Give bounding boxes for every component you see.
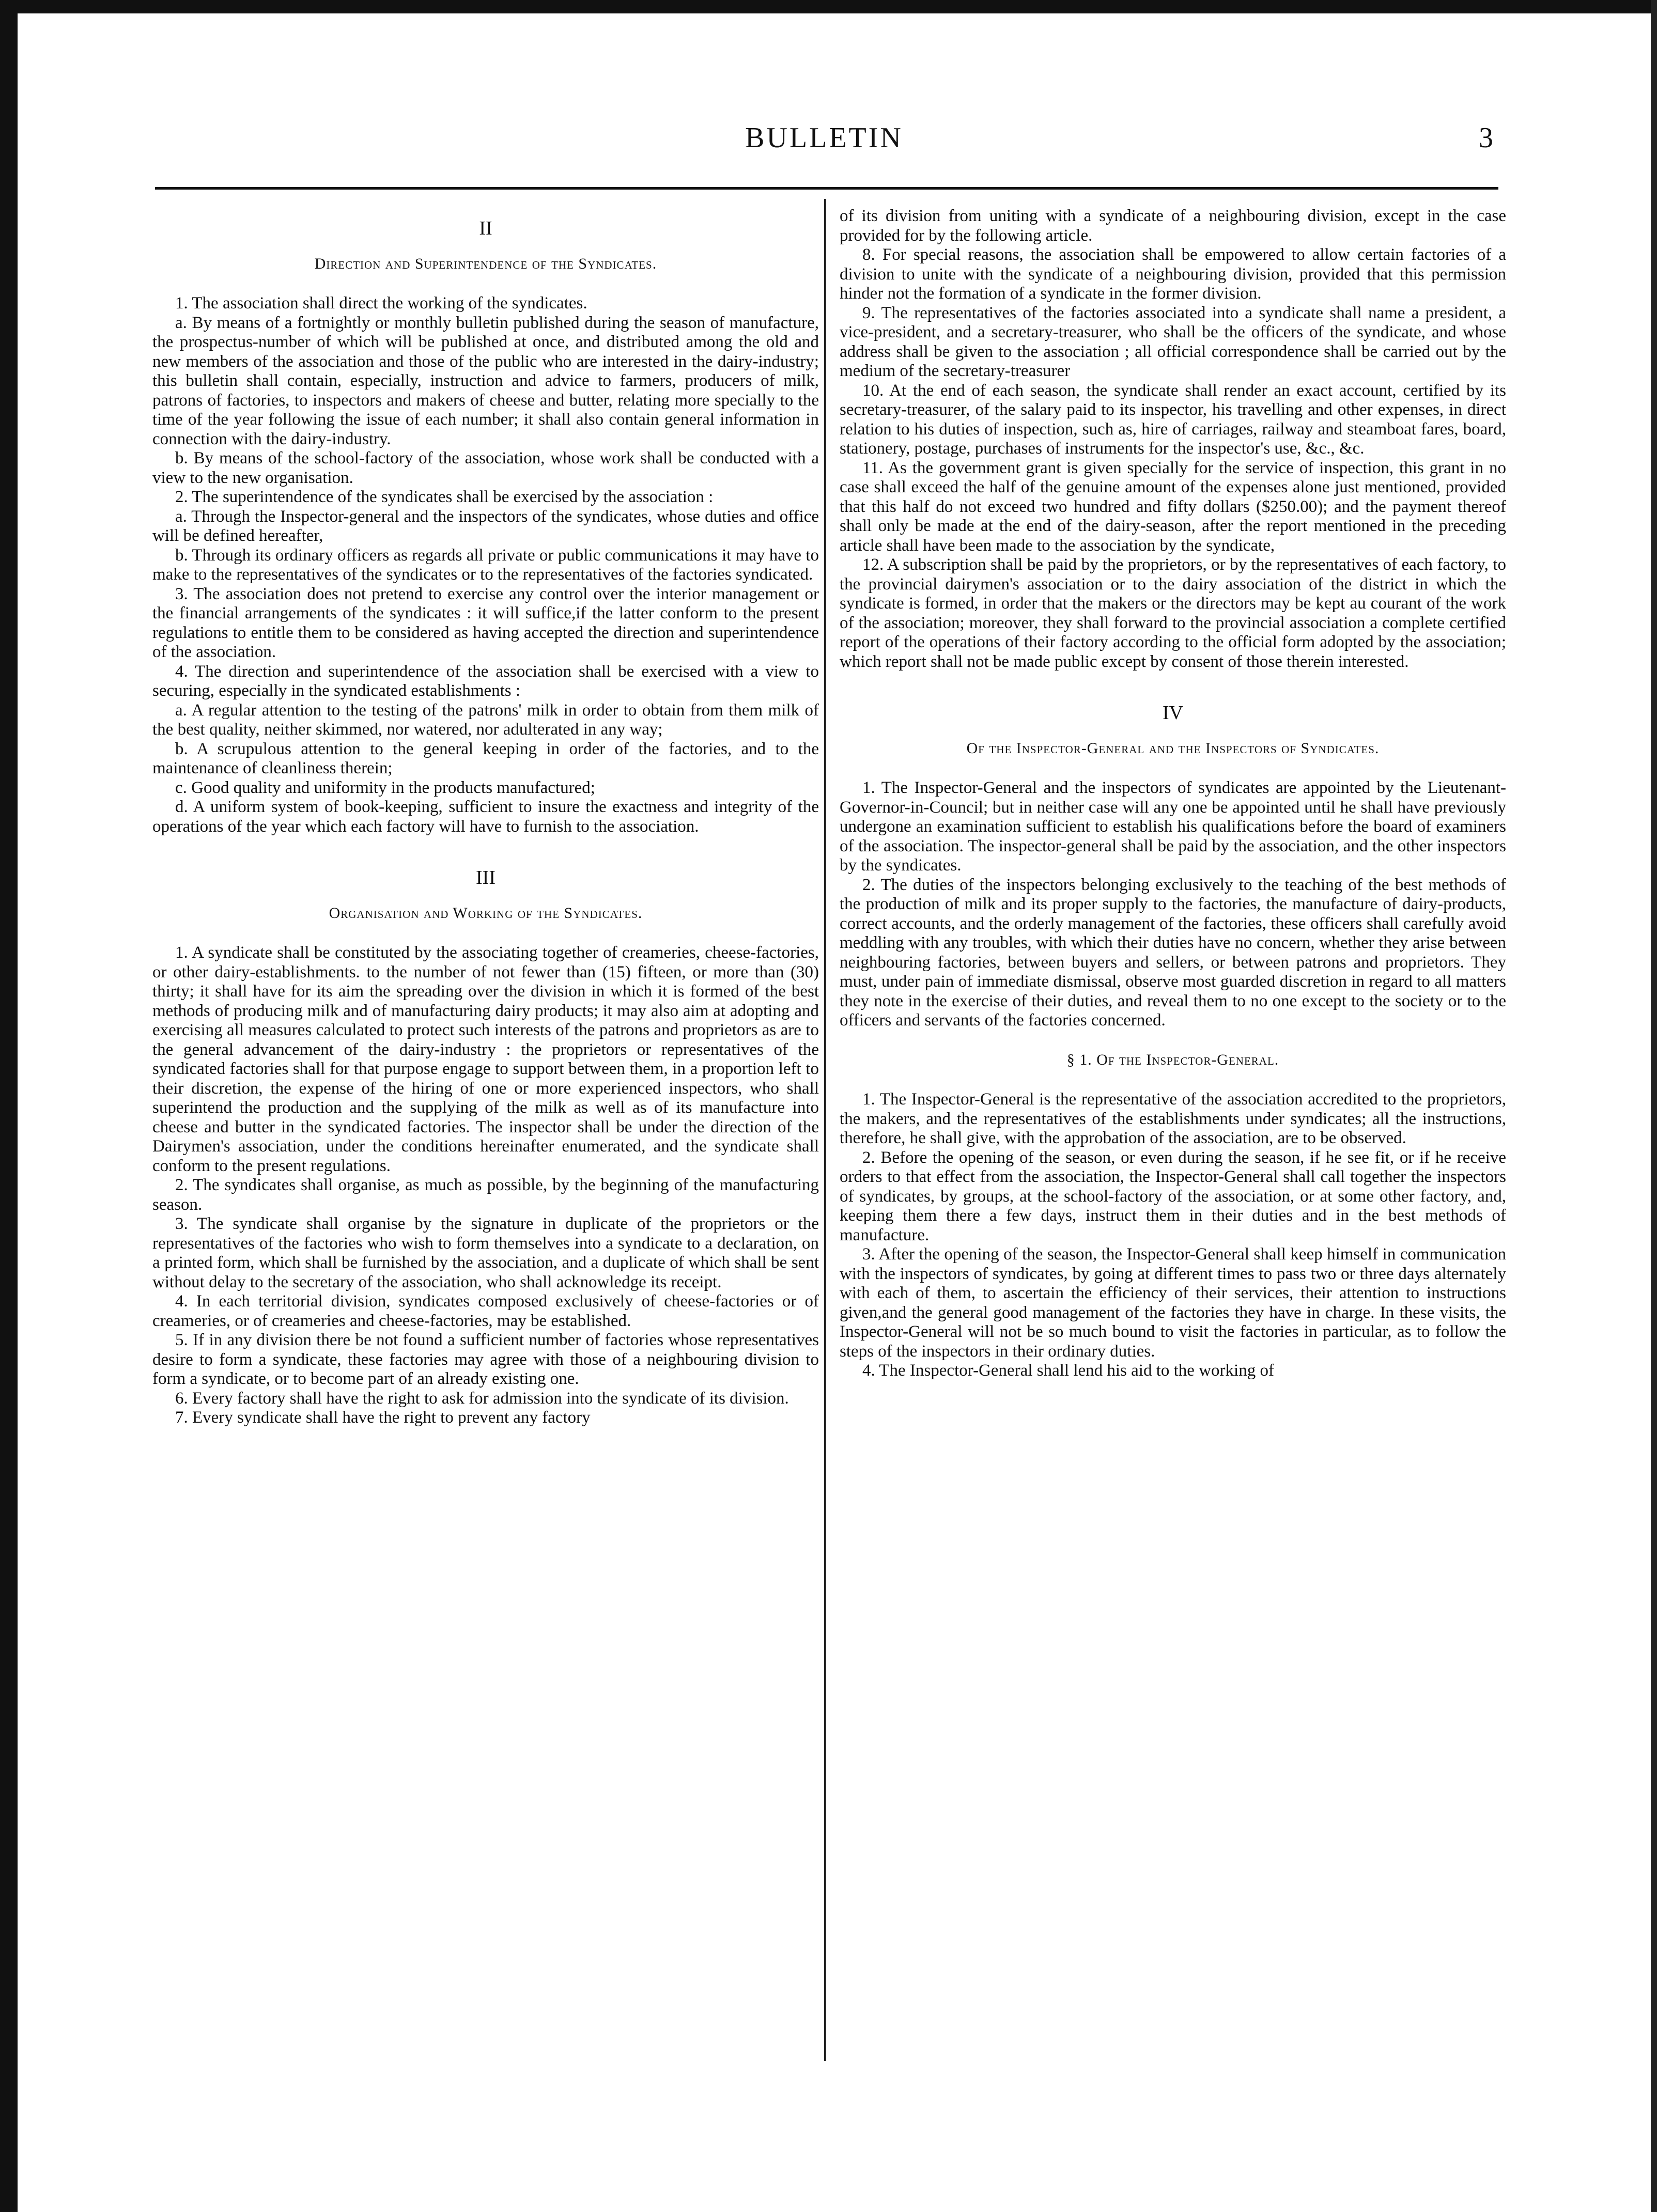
page-header — [155, 121, 1493, 158]
paragraph: b. A scrupulous attention to the general keeping in order of the factories, and to the maintenance of cleanliness therein; — [152, 739, 819, 777]
section-number: II — [479, 217, 492, 239]
right-column — [840, 207, 1506, 1381]
paragraph: 7. Every syndicate shall have the right to prevent any factory — [175, 1408, 591, 1427]
section-number: III — [476, 867, 495, 889]
page-number: 3 — [1479, 122, 1493, 154]
paragraph: 4. The direction and superintendence of the association shall be exercised with a view to securing, especially in the syndicated establishments : — [152, 662, 819, 700]
column-divider — [824, 199, 826, 2061]
paragraph: 2. The duties of the inspectors belonging exclusively to the teaching of the best methods of the production of milk and its proper supply to the factories, the manufacture of dairy-products, correct accounts, and the orderly management of the factories, these officers shall carefully avoid meddling with any troubles, with which their duties have no concern, whether they arise between neighbouring factories, between buyers and sellers, or between patrons and proprietors. They must, under pain of immediate dismissal, observe most guarded discretion in regard to all matters they note in the exercise of their duties, and reveal them to no one except to the society or to the officers and servants of the factories concerned. — [840, 875, 1506, 1030]
section-number: IV — [1162, 702, 1184, 724]
header-rule — [155, 187, 1498, 190]
paragraph: c. Good quality and uniformity in the products manufactured; — [175, 778, 595, 797]
paragraph: of its division from uniting with a syndicate of a neighbouring division, except in the case provided for by the following article. — [840, 207, 1506, 245]
paragraph: a. Through the Inspector-general and the inspectors of the syndicates, whose duties and office will be defined hereafter, — [152, 507, 819, 545]
paragraph: 1. The association shall direct the working of the syndicates. — [175, 294, 587, 313]
paragraph: 2. The syndicates shall organise, as much as possible, by the beginning of the manufacturing season. — [152, 1176, 819, 1214]
paragraph: 1. A syndicate shall be constituted by the associating together of creameries, cheese-factories, or other dairy-establishments. to the number of not fewer than (15) fifteen, or more than (30) thirty; it shall have for its aim the spreading over the division in which it is formed of the best methods of producing milk and of manufacturing dairy products; it may also aim at adopting and exercising all measures calculated to protect such interests of the patrons and proprietors as are to the general advancement of the dairy-industry : the proprietors or representatives of the syndicated factories shall for that purpose engage to support between them, in a proportion left to their discretion, the expense of the hiring of one or more experienced inspectors, who shall superintend the production and the supplying of the milk as well as of its manufacture into cheese and butter in the syndicated factories. The inspector shall be under the direction of the Dairymen's association, under the conditions hereinafter enumerated, and the syndicate shall conform to the present regulations. — [152, 943, 819, 1175]
paragraph: 1. The Inspector-General and the inspectors of syndicates are appointed by the Lieutenant-Governor-in-Council; but in neither case will any one be appointed until he shall have previously undergone an examination sufficient to establish his qualifications before the board of examiners of the association. The inspector-general shall be paid by the association, and the other inspectors by the syndicates. — [840, 778, 1506, 875]
paragraph: 4. In each territorial division, syndicates composed exclusively of cheese-factories or of creameries, or of creameries and cheese-factories, may be established. — [152, 1292, 819, 1330]
paragraph: 1. The Inspector-General is the representative of the association accredited to the proprietors, the makers, and the representatives of the establishments under syndicates; all the instructions, therefore, he shall give, with the approbation of the association, are to be observed. — [840, 1090, 1506, 1147]
paragraph: 3. The association does not pretend to exercise any control over the interior management or the financial arrangements of the syndicates : it will suffice,if the latter conform to the present regulations to entitle them to be considered as having accepted the direction and superintendence of the association. — [152, 584, 819, 661]
paragraph: a. A regular attention to the testing of the patrons' milk in order to obtain from them milk of the best quality, neither skimmed, nor watered, nor adulterated in any way; — [152, 700, 819, 739]
paragraph: a. By means of a fortnightly or monthly bulletin published during the season of manufacture, the prospectus-number of which will be published at once, and distributed among the old and new members of the association and those of the public who are interested in the dairy-industry; this bulletin shall contain, especially, instruction and advice to farmers, producers of milk, patrons of factories, to inspectors and makers of cheese and butter, relating more specially to the time of the year following the issue of each number; it shall also contain general information in connection with the dairy-industry. — [152, 313, 819, 448]
section-title: Of the Inspector-General and the Inspectors of Syndicates. — [966, 739, 1380, 757]
scan-top-edge — [0, 0, 1657, 13]
paragraph: 9. The representatives of the factories associated into a syndicate shall name a president, a vice-president, and a secretary-treasurer, who shall be the officers of the syndicate, and whose address shall be given to the association ; all official correspondence shall be carried out by the medium of the secretary-treasurer — [840, 303, 1506, 380]
paragraph: 6. Every factory shall have the right to ask for admission into the syndicate of its division. — [175, 1389, 789, 1408]
paragraph: 5. If in any division there be not found a sufficient number of factories whose representatives desire to form a syndicate, these factories may agree with those of a neighbouring division to form a syndicate, or to become part of an already existing one. — [152, 1331, 819, 1388]
paragraph: 11. As the government grant is given specially for the service of inspection, this grant in no case shall exceed the half of the genuine amount of the expenses alone just mentioned, provided that this half do not exceed two hundred and fifty dollars ($250.00); and the payment thereof shall only be made at the end of the dairy-season, after the report mentioned in the preceding article shall have been made to the association by the syndicate, — [840, 458, 1506, 555]
paragraph: 12. A subscription shall be paid by the proprietors, or by the representatives of each factory, to the provincial dairymen's association or to the dairy association of the district in which the syndicate is formed, in order that the makers or the directors may be kept au courant of the work of the association; moreover, they shall forward to the provincial association a complete certified report of the operations of their factory according to the official form adopted by the association; which report shall not be made public except by consent of those therein interested. — [840, 555, 1506, 671]
paragraph: 10. At the end of each season, the syndicate shall render an exact account, certified by its secretary-treasurer, of the salary paid to its inspector, his travelling and other expenses, in direct relation to his duties of inspection, such as, hire of carriages, railway and steamboat fares, board, stationery, postage, purchases of instruments for the inspector's use, &c., &c. — [840, 381, 1506, 458]
running-head: BULLETIN — [745, 122, 903, 154]
scan-left-edge — [0, 0, 18, 2212]
subsection-title: § 1. Of the Inspector-General. — [1066, 1051, 1279, 1068]
left-column — [152, 207, 819, 1428]
paragraph: b. Through its ordinary officers as regards all private or public communications it may have to make to the representatives of the syndicates or to the representatives of the factories syndicated. — [152, 546, 819, 584]
paragraph: b. By means of the school-factory of the association, whose work shall be conducted with a view to the new organisation. — [152, 449, 819, 487]
paragraph: 2. Before the opening of the season, or even during the season, if he see fit, or if he receive orders to that effect from the association, the Inspector-General shall call together the inspectors of syndicates, by groups, at the school-factory of the association, or at some other factory, and, keeping them there a few days, instruct them in their duties and in the best methods of manufacture. — [840, 1148, 1506, 1244]
paragraph: 3. The syndicate shall organise by the signature in duplicate of the proprietors or the representatives of the factories who wish to form themselves into a syndicate to a declaration, on a printed form, which shall be furnished by the association, and a duplicate of which shall be sent without delay to the secretary of the association, who shall acknowledge its receipt. — [152, 1214, 819, 1291]
section-title: Organisation and Working of the Syndicates. — [329, 904, 643, 922]
paragraph: 3. After the opening of the season, the Inspector-General shall keep himself in communication with the inspectors of syndicates, by going at different times to pass two or three days alternately with each of them, to ascertain the efficiency of their services, their attention to instructions given,and the general good management of the factories they have in charge. In these visits, the Inspector-General will not be so much bound to visit the factories in particular, as to follow the steps of the inspectors in their ordinary duties. — [840, 1245, 1506, 1361]
scan-right-edge — [1651, 0, 1657, 2212]
paragraph: d. A uniform system of book-keeping, sufficient to insure the exactness and integrity of the operations of the year which each factory will have to furnish to the association. — [152, 798, 819, 836]
paragraph: 2. The superintendence of the syndicates shall be exercised by the association : — [175, 488, 714, 506]
section-title: Direction and Superintendence of the Syndicates. — [314, 255, 657, 272]
paragraph: 8. For special reasons, the association shall be empowered to allow certain factories of a division to unite with the syndicate of a neighbouring division, provided that this permission hinder not the formation of a syndicate in the former division. — [840, 245, 1506, 303]
paragraph: 4. The Inspector-General shall lend his aid to the working of — [862, 1361, 1274, 1380]
